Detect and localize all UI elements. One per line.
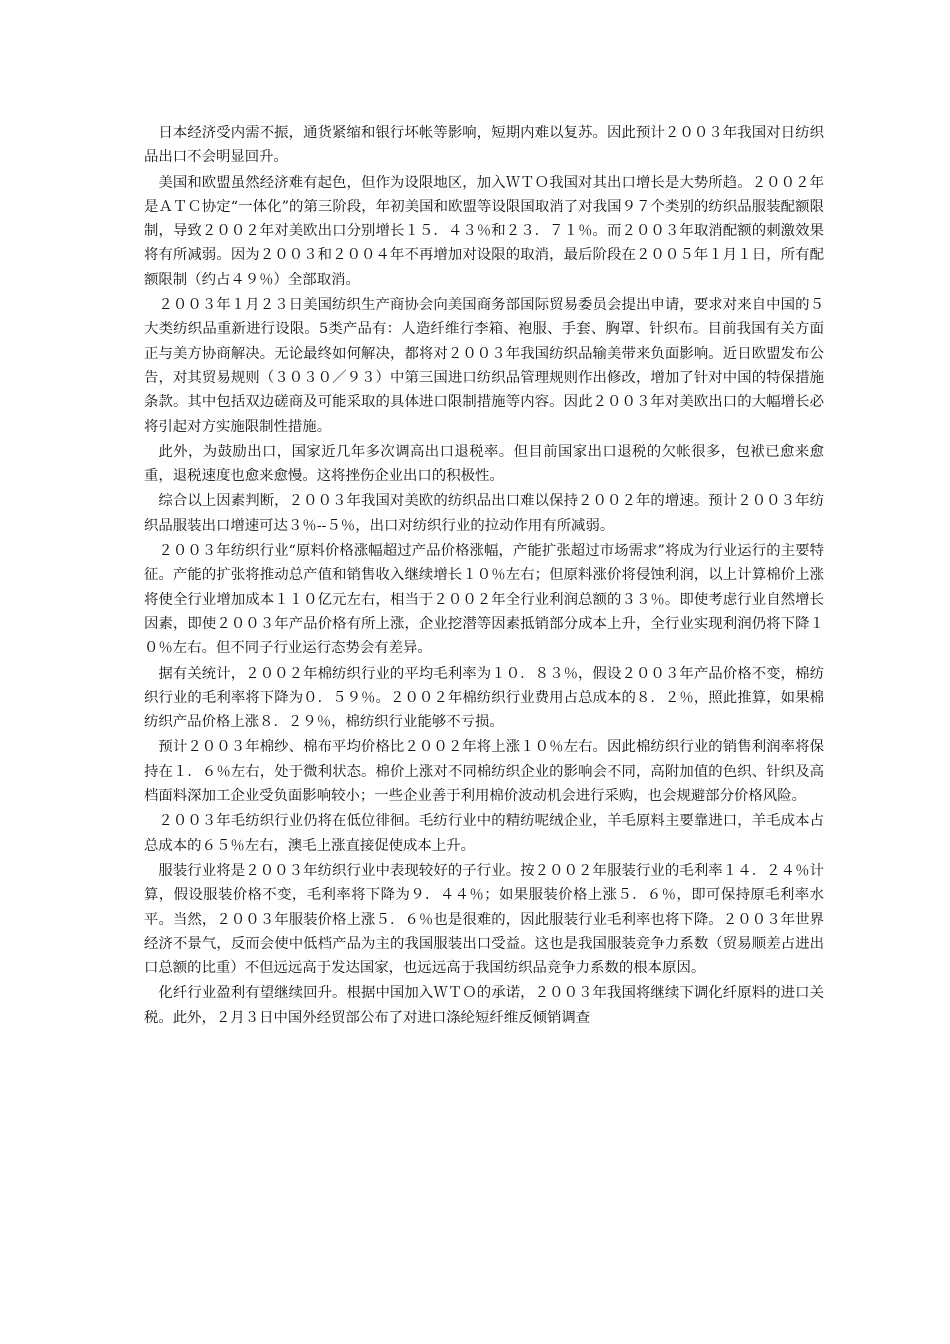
paragraph-cotton-margin: 据有关统计，２００２年棉纺织行业的平均毛利率为１０．８３％，假设２００３年产品价格不变，棉纺织行业的毛利率将下降为０．５９％。２００２年棉纺织行业费用占总成本的８．２％，照此推算，如果棉纺织产品价格上涨８．２９％，棉纺织行业能够不亏损。 [144, 665, 824, 731]
paragraph-cotton-price: 预计２００３年棉纱、棉布平均价格比２００２年将上涨１０％左右。因此棉纺织行业的销售利润率将保持在１．６％左右，处于微利状态。棉价上涨对不同棉纺织企业的影响会不同，高附加值的色织、针织及高档面料深加工企业受负面影响较小；一些企业善于利用棉价波动机会进行采购，也会规避部分价格风险。 [144, 739, 824, 805]
document-body [144, 121, 824, 1031]
paragraph-export-forecast: 综合以上因素判断，２００３年我国对美欧的纺织品出口难以保持２００２年的增速。预计２００３年纺织品服装出口增速可达３％--５％，出口对纺织行业的拉动作用有所减弱。 [144, 493, 824, 534]
paragraph-export-rebate: 此外，为鼓励出口，国家近几年多次调高出口退税率。但目前国家出口退税的欠帐很多，包袱已愈来愈重，退税速度也愈来愈慢。这将挫伤企业出口的积极性。 [144, 443, 824, 485]
paragraph-japan-exports: 日本经济受内需不振，通货紧缩和银行坏帐等影响，短期内难以复苏。因此预计２００３年我国对日纺织品出口不会明显回升。 [144, 125, 824, 166]
paragraph-wool: ２００３年毛纺织行业仍将在低位徘徊。毛纺行业中的精纺呢绒企业，羊毛原料主要靠进口，羊毛成本占总成本的６５％左右，澳毛上涨直接促使成本上升。 [144, 813, 824, 854]
paragraph-industry-profit: ２００３年纺织行业“原料价格涨幅超过产品价格涨幅，产能扩张超过市场需求”将成为行业运行的主要特征。产能的扩张将推动总产值和销售收入继续增长１０％左右；但原料涨价将侵蚀利润，以上计算棉价上涨将使全行业增加成本１１０亿元左右，相当于２００２年全行业利润总额的３３％。即使考虑行业自然增长因素，即使２００３年产品价格有所上涨，企业挖潜等因素抵销部分成本上升，全行业实现利润仍将下降１０％左右。但不同子行业运行态势会有差异。 [144, 543, 824, 657]
paragraph-chemical-fiber: 化纤行业盈利有望继续回升。根据中国加入ＷＴＯ的承诺，２００３年我国将继续下调化纤原料的进口关税。此外，２月３日中国外经贸部公布了对进口涤纶短纤维反倾销调查 [144, 985, 824, 1026]
paragraph-us-safeguard: ２００３年１月２３日美国纺织生产商协会向美国商务部国际贸易委员会提出申请，要求对来自中国的５大类纺织品重新进行设限。5类产品有：人造纤维行李箱、袍服、手套、胸罩、针织布。目前我国有关方面正与美方协商解决。无论最终如何解决，都将对２００３年我国纺织品输美带来负面影响。近日欧盟发布公告，对其贸易规则（３０３０／９３）中第三国进口纺织品管理规则作出修改，增加了针对中国的特保措施条款。其中包括双边磋商及可能采取的具体进口限制措施等内容。因此２００３年对美欧出口的大幅增长必将引起对方实施限制性措施。 [144, 297, 824, 435]
paragraph-apparel: 服装行业将是２００３年纺织行业中表现较好的子行业。按２００２年服装行业的毛利率１４．２４％计算，假设服装价格不变，毛利率将下降为９．４４％；如果服装价格上涨５．６％，即可保持原毛利率水平。当然，２００３年服装价格上涨５．６％也是很难的，因此服装行业毛利率也将下降。２００３年世界经济不景气，反而会使中低档产品为主的我国服装出口受益。这也是我国服装竞争力系数（贸易顺差占进出口总额的比重）不但远远高于发达国家，也远远高于我国纺织品竞争力系数的根本原因。 [144, 862, 824, 977]
paragraph-us-eu-quota: 美国和欧盟虽然经济难有起色，但作为设限地区，加入ＷＴＯ我国对其出口增长是大势所趋。２００２年是ＡＴＣ协定“一体化”的第三阶段，年初美国和欧盟等设限国取消了对我国９７个类别的纺织品服装配额限制，导致２００２年对美欧出口分别增长１５．４３％和２３．７１％。而２００３年取消配额的刺激效果将有所减弱。因为２００３和２００４年不再增加对设限的取消，最后阶段在２００５年１月１日，所有配额限制（约占４９％）全部取消。 [144, 174, 824, 288]
